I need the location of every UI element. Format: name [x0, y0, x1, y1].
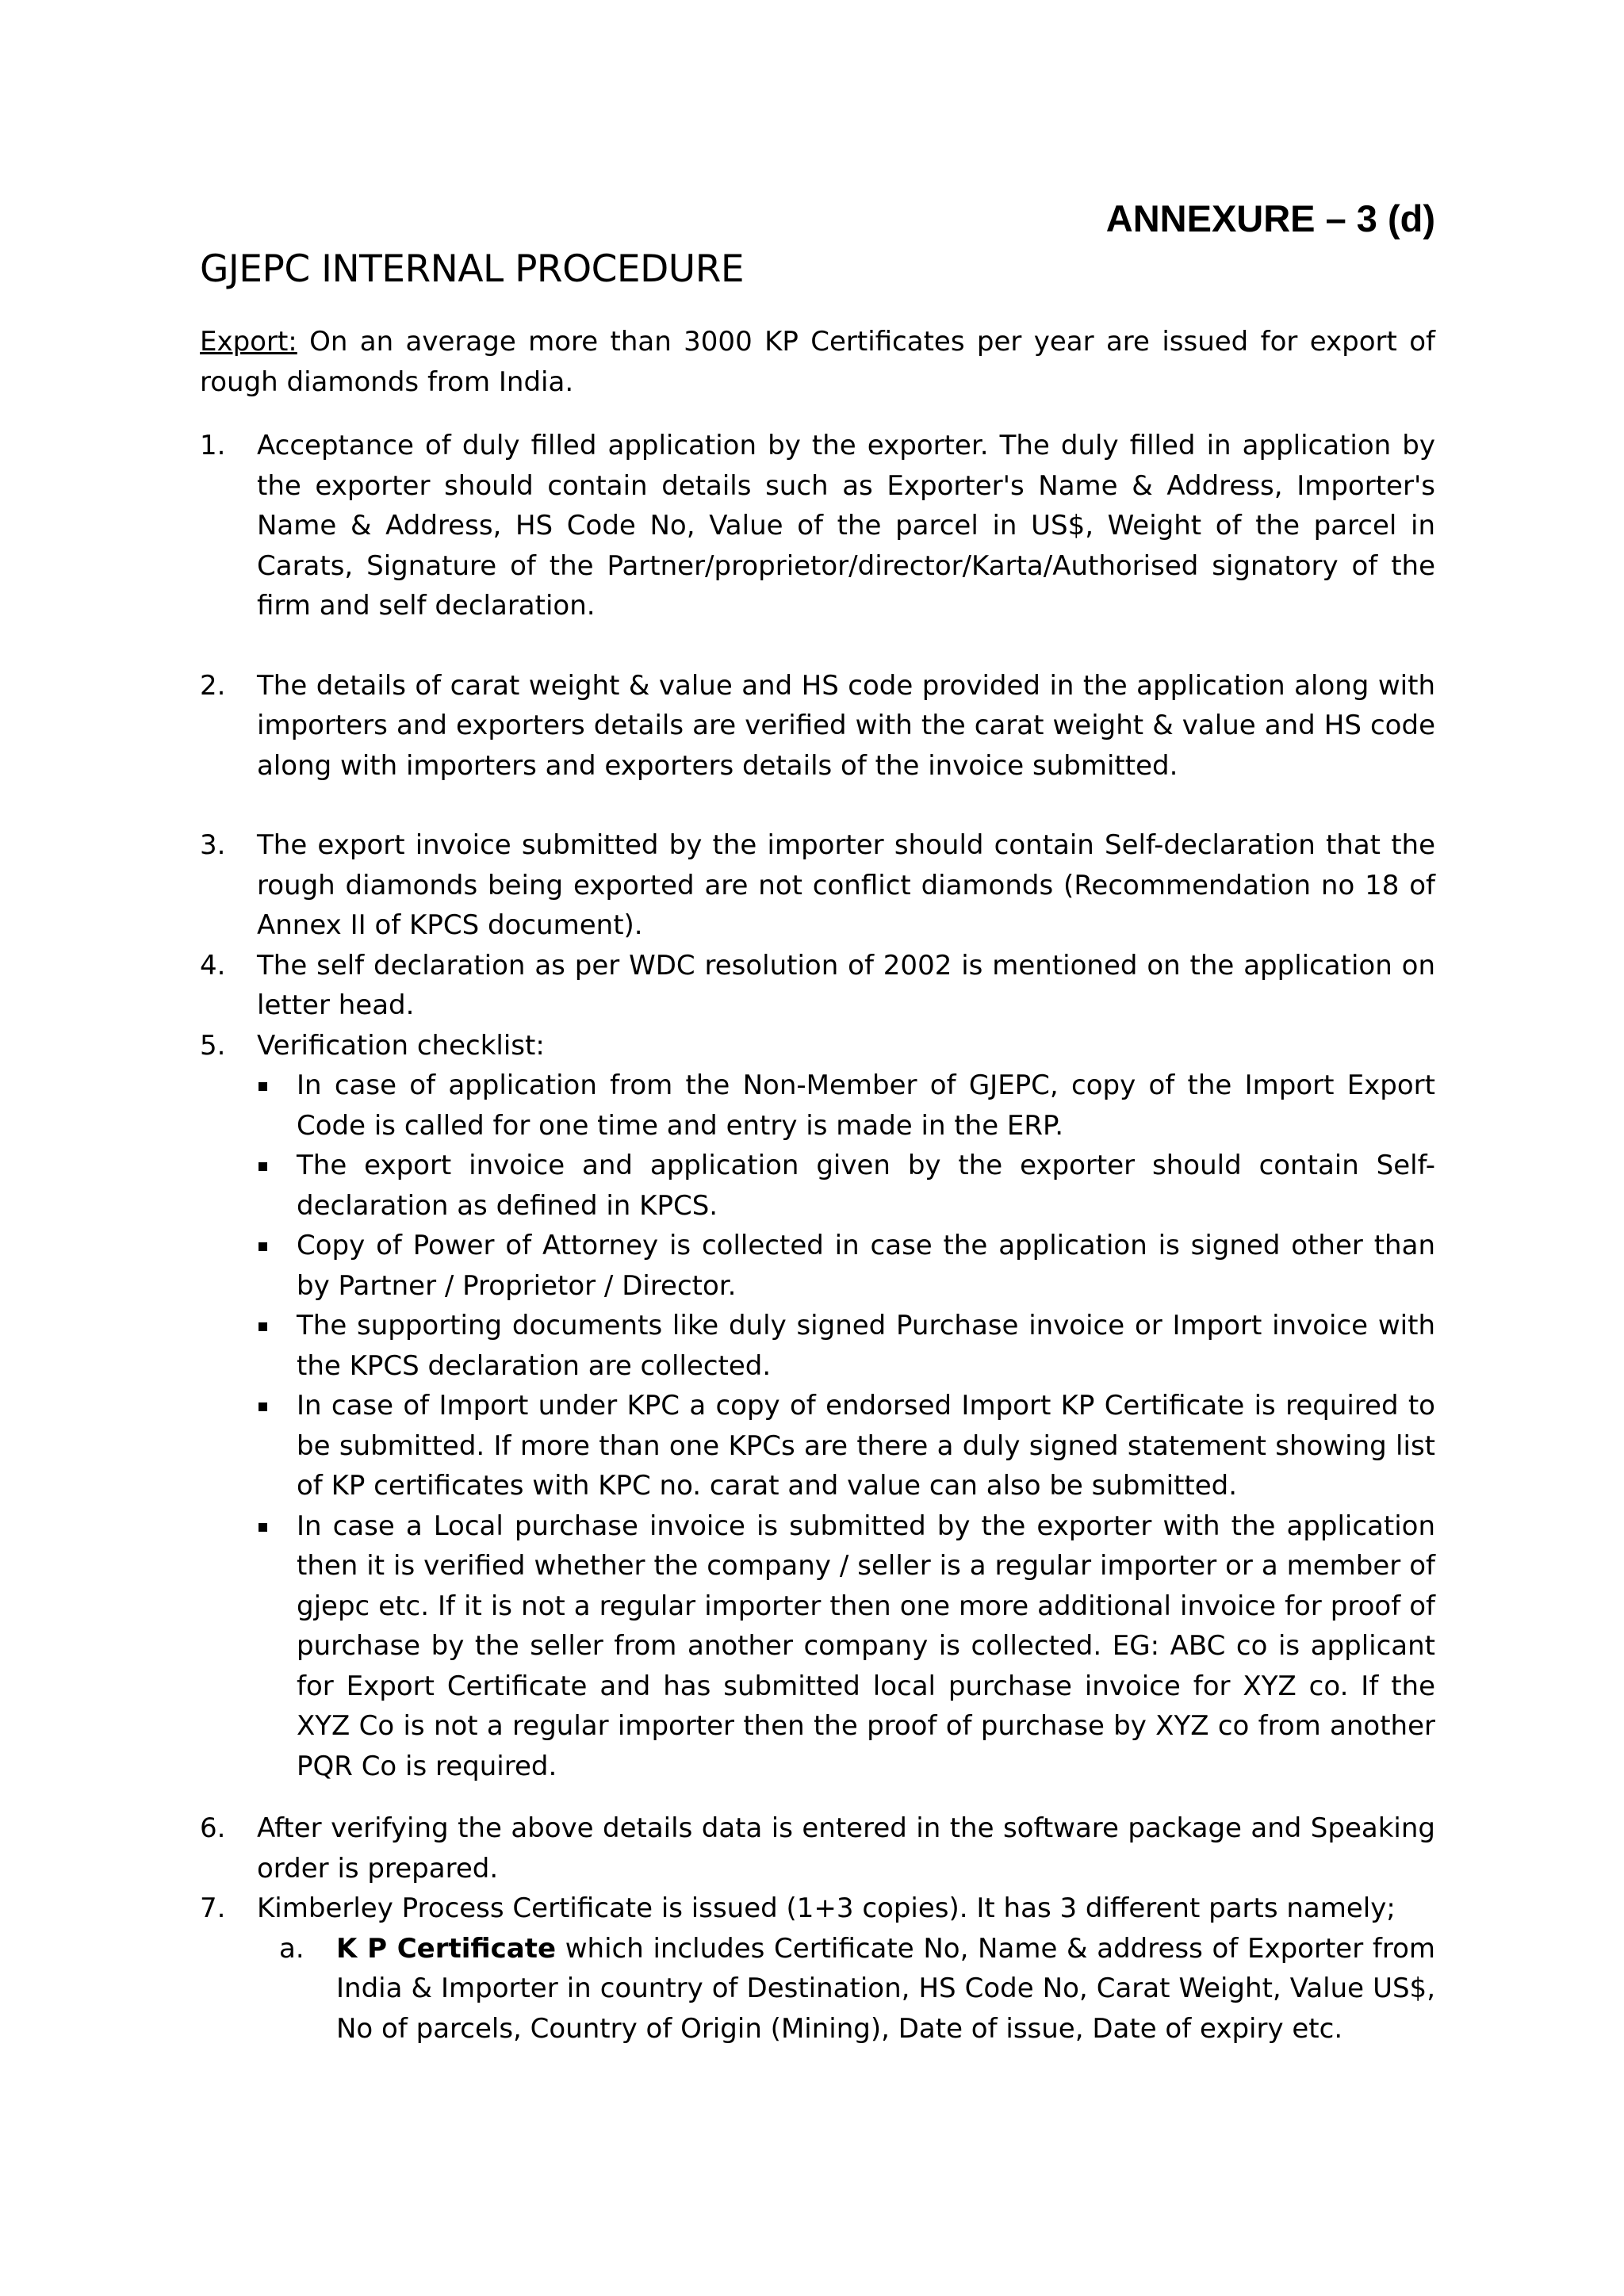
list-item-number: 4. [200, 949, 226, 982]
checklist-item: The supporting documents like duly signed Purchase invoice or Import invoice with the KPCS declaration are collected. [257, 1306, 1435, 1386]
list-item-number: 5. [200, 1029, 226, 1062]
part-label: K P Certificate [336, 1932, 557, 1965]
document-body [200, 244, 1435, 2049]
checklist-item: In case of Import under KPC a copy of endorsed Import KP Certificate is required to be submitted. If more than one KPCs are there a duly signed statement showing list of KP certificates with KPC no. carat and value can also be submitted. [257, 1386, 1435, 1506]
list-item-text: Acceptance of duly filled application by the exporter. The duly filled in application by the exporter should contain details such as Exporter's Name & Address, Importer's Name & Address, HS Code No, Value of the parcel in US$, Weight of the parcel in Carats, Signature of the Partner/proprietor/director/Karta/Authorised signatory of the firm and self declaration. [257, 430, 1435, 622]
bullet-square-icon [259, 1402, 267, 1411]
list-item-number: 2. [200, 669, 226, 702]
annexure-heading: ANNEXURE – 3 (d) [1105, 197, 1435, 239]
list-item-number: 7. [200, 1892, 226, 1924]
bullet-square-icon [259, 1082, 267, 1091]
verification-checklist [257, 1066, 1435, 1786]
list-item [200, 426, 1435, 626]
list-item-text: Verification checklist: [257, 1029, 545, 1062]
list-item [200, 1026, 1435, 1787]
export-intro [200, 322, 1435, 402]
bullet-square-icon [259, 1162, 267, 1171]
list-item-text: Kimberley Process Certificate is issued (1+3 copies). It has 3 different parts namely; [257, 1892, 1396, 1924]
list-item-number: 6. [200, 1812, 226, 1844]
part-text: which includes Certificate No, Name & address of Exporter from India & Importer in country of Destination, HS Code No, Carat Weight, Value US$, No of parcels, Country of Origin (Mining), Date of issue, Date of expiry etc. [336, 1932, 1435, 2045]
list-item-number: 3. [200, 829, 226, 861]
export-label: Export: [200, 326, 297, 358]
list-item [200, 666, 1435, 786]
checklist-item: In case of application from the Non-Member of GJEPC, copy of the Import Export Code is called for one time and entry is made in the ERP. [257, 1066, 1435, 1146]
part-letter: a. [279, 1932, 304, 1965]
page-title: GJEPC INTERNAL PROCEDURE [200, 247, 745, 291]
certificate-parts-list [257, 1929, 1435, 2049]
checklist-item: Copy of Power of Attorney is collected in case the application is signed other than by Partner / Proprietor / Director. [257, 1226, 1435, 1306]
checklist-item: In case a Local purchase invoice is submitted by the exporter with the application then it is verified whether the company / seller is a regular importer or a member of gjepc etc. If it is not a regular importer then one more additional invoice for proof of purchase by the seller from another company is collected. EG: ABC co is applicant for Export Certificate and has submitted local purchase invoice for XYZ co. If the XYZ Co is not a regular importer then the proof of purchase by XYZ co from another PQR Co is required. [257, 1506, 1435, 1787]
checklist-item: The export invoice and application given by the exporter should contain Self-declaration as defined in KPCS. [257, 1146, 1435, 1226]
list-item [200, 1888, 1435, 2049]
list-item-number: 1. [200, 430, 226, 461]
list-item [200, 1808, 1435, 1888]
bullet-square-icon [259, 1523, 267, 1532]
bullet-square-icon [259, 1242, 267, 1251]
certificate-part [257, 1929, 1435, 2049]
list-item-text: The self declaration as per WDC resolution of 2002 is mentioned on the application on letter head. [257, 949, 1435, 1021]
procedure-list [200, 426, 1435, 2049]
export-intro-text: On an average more than 3000 KP Certificates per year are issued for export of rough diamonds from India. [200, 326, 1435, 398]
bullet-square-icon [259, 1322, 267, 1331]
list-item-text: The details of carat weight & value and HS code provided in the application along with importers and exporters details are verified with the carat weight & value and HS code along with importers and exporters details of the invoice submitted. [257, 669, 1435, 782]
list-item-text: The export invoice submitted by the importer should contain Self-declaration that the rough diamonds being exported are not conflict diamonds (Recommendation no 18 of Annex II of KPCS document). [257, 829, 1435, 941]
list-item [200, 946, 1435, 1026]
list-item-text: After verifying the above details data is entered in the software package and Speaking order is prepared. [257, 1812, 1435, 1885]
list-item [200, 825, 1435, 946]
